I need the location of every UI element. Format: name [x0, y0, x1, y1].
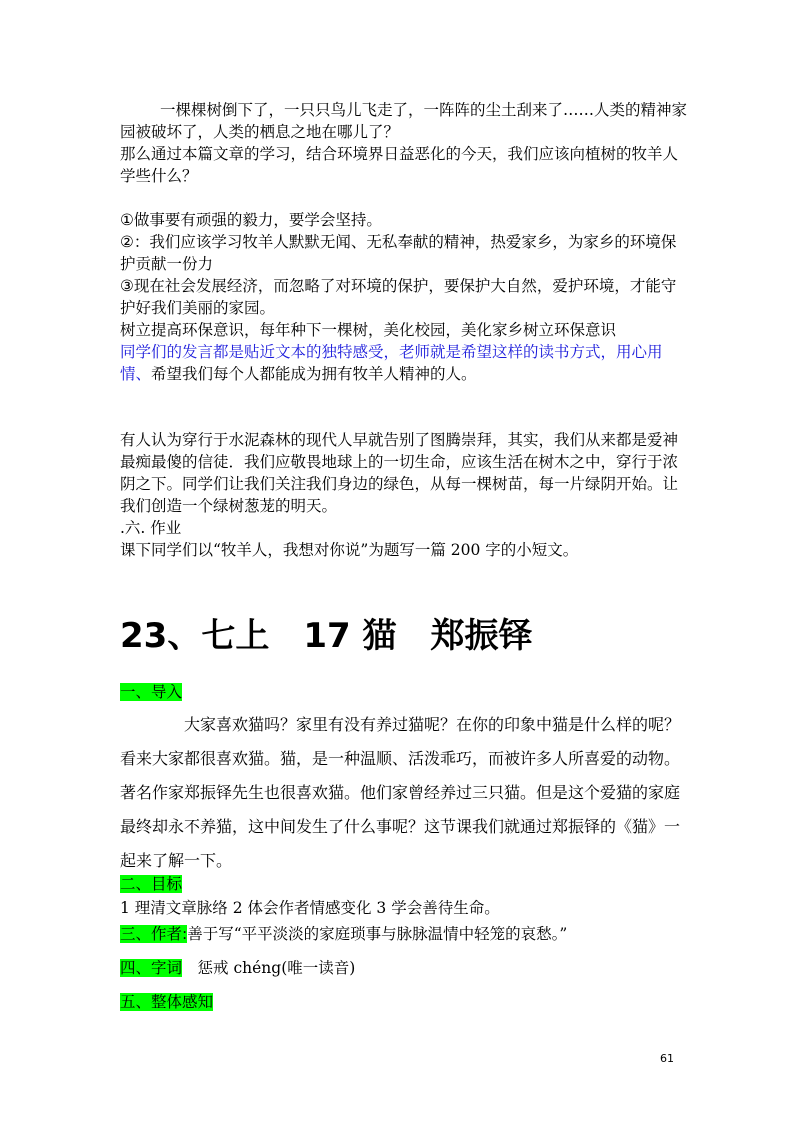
homework-text: 课下同学们以“牧羊人，我想对你说”为题写一篇 200 字的小短文。 [120, 541, 579, 559]
section-intro-label [120, 679, 182, 705]
section-intro-text: 大家喜欢猫吗？家里有没有养过猫呢？在你的印象中猫是什么样的呢？看来大家都很喜欢猫。猫，是一种温顺、活泼乖巧，而被许多人所喜爱的动物。著名作家郑振铎先生也很喜欢猫。他们家曾经养过三只猫。但是这个爱猫的家庭最终却永不养猫，这中间发生了什么事呢？这节课我们就通过郑振铎的《猫》一起来了解一下。 [120, 715, 681, 870]
paragraph-point-3: ③现在社会发展经济，而忽略了对环境的保护，要保护大自然，爱护环境，才能守护好我们美丽的家园。 [120, 277, 677, 317]
section-overview-label [120, 989, 213, 1015]
lesson-title: 23、七上 17 猫 郑振铎 [120, 616, 533, 656]
paragraph-teacher-comment [120, 341, 690, 385]
section-vocab-text: 惩戒 chéng(唯一读音) [197, 959, 356, 977]
teacher-comment-blue: 同学们的发言都是贴近文本的独特感受，老师就是希望这样的读书方式，用心用情、 [120, 343, 663, 383]
paragraph-eco-awareness: 树立提高环保意识，每年种下一棵树，美化校园，美化家乡树立环保意识 [120, 321, 617, 339]
section-label-highlight: 五、整体感知 [120, 993, 214, 1011]
section-goals-label [120, 871, 182, 897]
paragraph-point-2: ②：我们应该学习牧羊人默默无闻、无私奉献的精神，热爱家乡，为家乡的环境保护贡献一份力 [120, 233, 677, 273]
section-goals-text: 1 理清文章脉络 2 体会作者情感变化 3 学会善待生命。 [120, 899, 500, 917]
section-label-highlight: 一、导入 [120, 683, 183, 701]
section-author [120, 921, 567, 947]
paragraph-question: 那么通过本篇文章的学习，结合环境界日益恶化的今天，我们应该向植树的牧羊人学些什么？ [120, 145, 679, 185]
section-author-text: 善于写“平平淡淡的家庭琐事与脉脉温情中轻笼的哀愁。” [187, 925, 568, 943]
teacher-comment-black: 希望我们每个人都能成为拥有牧羊人精神的人。 [151, 365, 477, 383]
paragraph-totem: 有人认为穿行于水泥森林的现代人早就告别了图腾崇拜，其实，我们从来都是爱神最痴最傻的信徒．我们应敬畏地球上的一切生命，应该生活在树木之中，穿行于浓阴之下。同学们让我们关注我们身边的绿色，从每一棵树苗，每一片绿阴开始。让我们创造一个绿树葱茏的明天。 [120, 431, 679, 515]
section-label-highlight: 三、作者: [120, 925, 188, 943]
homework-heading: .六. 作业 [120, 519, 182, 537]
section-label-highlight: 二、目标 [120, 875, 183, 893]
section-vocab [120, 955, 355, 981]
page-number: 61 [660, 1052, 674, 1065]
section-label-highlight: 四、字词 [120, 959, 183, 977]
paragraph-tree-intro: 一棵棵树倒下了，一只只鸟儿飞走了，一阵阵的尘土刮来了……人类的精神家园被破坏了，人类的栖息之地在哪儿了？ [120, 101, 688, 141]
paragraph-point-1: ①做事要有顽强的毅力，要学会坚持。 [120, 211, 382, 229]
